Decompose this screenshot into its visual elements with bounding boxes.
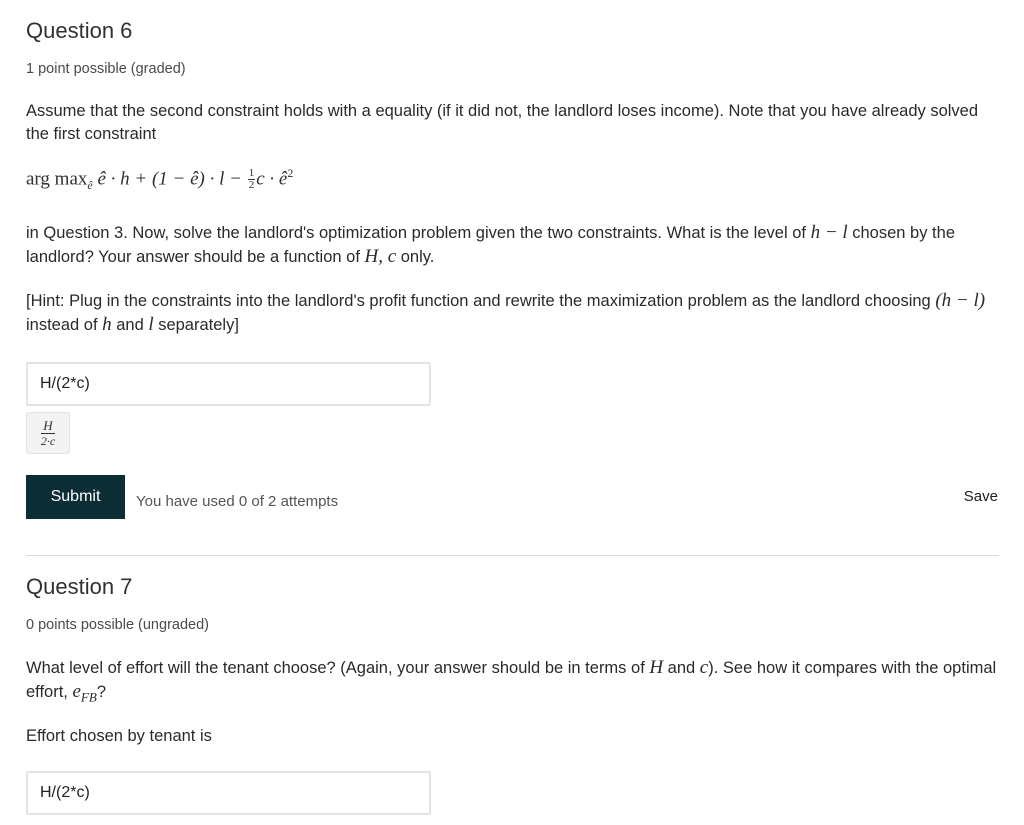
q7-math-H: H [649,657,664,678]
q7-text-b: and [663,659,700,677]
question-7-prompt [26,656,1001,708]
preview-fraction [39,419,57,448]
hint-math-l: l [148,314,154,335]
hint-math-paren: (h − l) [935,290,986,311]
half-numerator: 1 [248,167,255,180]
question-7-answer-input[interactable] [26,771,431,815]
question-6-hint [26,289,1001,337]
q7-text-c: ). See how it compares with the optimal effort, [26,659,997,701]
half-denominator: 2 [248,179,255,192]
hint-text-c: and [111,316,149,334]
effort-label: Effort chosen by tenant is [26,727,212,745]
para2-math-hc: H, c [364,246,397,267]
question-6-math-preview [26,412,70,454]
objective-formula [26,166,293,193]
q7-text-a: What level of effort will the tenant choose? (Again, your answer should be in terms of [26,659,650,677]
question-6-answer-input[interactable] [26,362,431,406]
submit-button[interactable]: Submit [26,475,125,519]
para2-text-a: in Question 3. Now, solve the landlord's optimization problem given the two constraints. What is the level of [26,224,811,242]
preview-numerator: H [43,417,53,433]
hint-text-b: instead of [26,316,103,334]
question-6-paragraph [26,221,1001,269]
hint-text-d: separately] [153,316,239,334]
question-7-points: 0 points possible (ungraded) [26,617,209,633]
q7-text-d: ? [96,683,106,701]
q7-math-e: e [72,681,81,702]
q7-math-c: c [699,657,709,678]
attempts-counter: You have used 0 of 2 attempts [136,493,339,510]
question-6-intro: Assume that the second constraint holds with a equality (if it did not, the landlord loses income). Note that you have already solved the first constraint [26,102,979,143]
hint-text-a: [Hint: Plug in the constraints into the landlord's profit function and rewrite the maximization problem as the landlord choosing [26,292,936,310]
formula-body-1: ê · h + (1 − ê) · l − [97,168,247,190]
half-fraction [248,168,256,191]
argmax-operator: arg max [26,168,88,190]
save-button[interactable]: Save [963,488,998,505]
preview-denominator: 2·c [40,433,56,448]
para2-text-c: only. [396,248,435,266]
argmax-subscript: ê [87,178,93,193]
para2-text-b: chosen by the landlord? Your answer should be a function of [26,224,955,266]
para2-math-h-minus-l: h − l [810,222,848,243]
formula-body-2: c · ê [256,168,288,190]
question-6-title: Question 6 [26,18,133,43]
hint-math-h: h [102,314,112,335]
question-7-title: Question 7 [26,574,133,599]
formula-exponent: 2 [287,166,294,180]
question-divider [26,555,999,556]
q7-math-e-subscript: FB [80,689,97,705]
question-6-points: 1 point possible (graded) [26,61,186,77]
